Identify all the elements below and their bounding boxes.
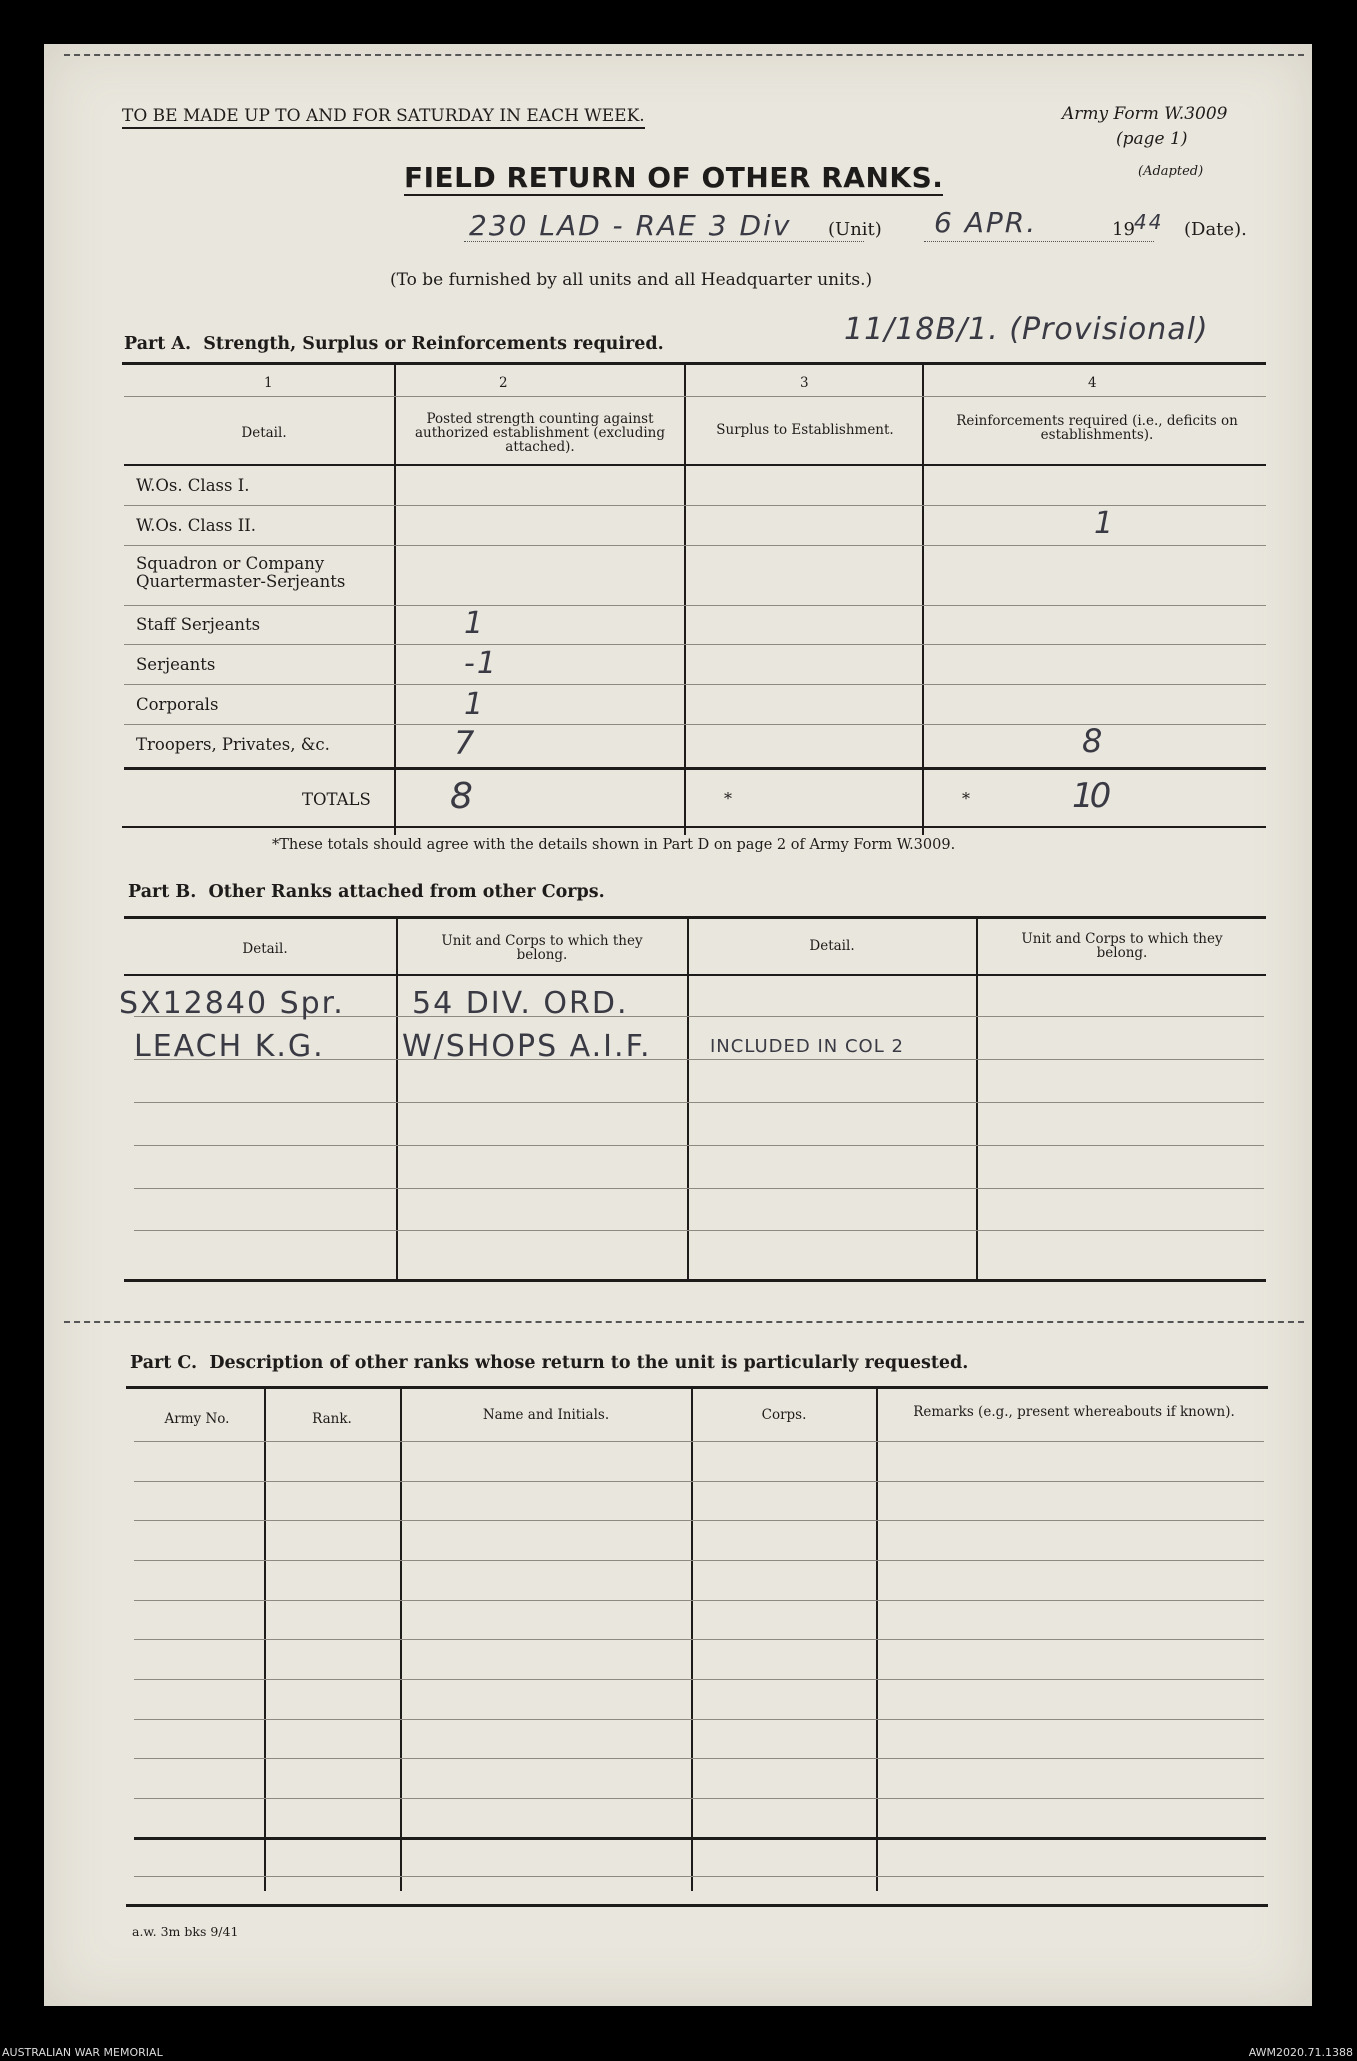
part-c-header-name: Name and Initials.	[482, 1407, 610, 1423]
part-c-bottom-rule	[126, 1904, 1268, 1907]
reinforcements-value: 1	[1094, 506, 1116, 541]
footer-institution: AUSTRALIAN WAR MEMORIAL	[2, 2046, 163, 2059]
furnish-note: (To be furnished by all units and all Headquarter units.)	[390, 270, 873, 290]
part-b-header-detail-2: Detail.	[809, 938, 855, 954]
form-sheet	[44, 44, 1312, 2006]
date-label: (Date).	[1184, 219, 1247, 240]
header-reinforcements: Reinforcements required (i.e., deficits on establishments).	[956, 413, 1238, 443]
date-value: 6 APR.	[934, 206, 1038, 239]
row-detail: Serjeants	[136, 655, 216, 674]
row-detail: W.Os. Class I.	[136, 476, 250, 495]
posted-strength-value: -1	[464, 646, 498, 681]
attached-detail: LEACH K.G.	[134, 1029, 325, 1064]
attached-unit: W/SHOPS A.I.F.	[402, 1029, 652, 1064]
header-surplus: Surplus to Establishment.	[716, 422, 894, 438]
unit-label: (Unit)	[828, 219, 882, 240]
header-posted-strength: Posted strength counting against authorized establishment (excluding attached).	[414, 411, 666, 455]
col-number-1: 1	[264, 375, 273, 391]
totals-rule	[124, 767, 1266, 770]
part-c-header-corps: Corps.	[761, 1407, 807, 1423]
col-number-2: 2	[499, 375, 508, 391]
col-number-3: 3	[800, 375, 809, 391]
totals-posted: 8	[450, 776, 475, 817]
part-b-bottom-rule	[124, 1279, 1266, 1282]
part-c-header-army-no: Army No.	[164, 1411, 230, 1427]
totals-label: TOTALS	[302, 790, 371, 809]
part-a-heading: Part A. Strength, Surplus or Reinforcements required.	[124, 334, 664, 354]
part-b-top-rule	[124, 916, 1266, 919]
included-note: INCLUDED IN COL 2	[710, 1036, 904, 1057]
col-number-4: 4	[1088, 375, 1097, 391]
posted-strength-value: 1	[464, 606, 486, 641]
reinforcements-value: 8	[1082, 722, 1105, 760]
handwritten-reference: 11/18B/1. (Provisional)	[844, 312, 1209, 347]
unit-line	[464, 241, 864, 242]
adapted-label: (Adapted)	[1138, 164, 1204, 179]
part-b-heading: Part B. Other Ranks attached from other Corps.	[128, 882, 605, 902]
posted-strength-value: 7	[454, 724, 477, 762]
part-c-heading: Part C. Description of other ranks whose return to the unit is particularly requested.	[130, 1353, 969, 1373]
row-detail: Troopers, Privates, &c.	[136, 735, 330, 754]
page-number: (page 1)	[1116, 129, 1188, 149]
year-suffix: 44	[1134, 210, 1164, 234]
instruction-text: TO BE MADE UP TO AND FOR SATURDAY IN EACH WEEK.	[122, 106, 645, 129]
row-detail: W.Os. Class II.	[136, 516, 257, 535]
form-name: Army Form W.3009	[1062, 104, 1228, 124]
part-a-bottom-rule	[122, 826, 1266, 828]
form-title: FIELD RETURN OF OTHER RANKS.	[404, 161, 944, 194]
totals-surplus-mark: *	[724, 789, 732, 808]
footer-accession-number: AWM2020.71.1388	[1248, 2046, 1353, 2059]
posted-strength-value: 1	[464, 687, 486, 722]
row-detail: Squadron or Company Quartermaster-Serjeants	[136, 554, 346, 591]
year-prefix: 19	[1112, 219, 1135, 240]
part-c-header-rank: Rank.	[312, 1411, 352, 1427]
header-detail: Detail.	[241, 425, 287, 441]
part-c-header-remarks: Remarks (e.g., present whereabouts if known).	[913, 1404, 1235, 1420]
unit-value: 230 LAD - RAE 3 Div	[469, 209, 792, 242]
row-detail: Corporals	[136, 695, 219, 714]
totals-reinforcements-mark: *	[962, 789, 970, 808]
totals-reinforcements: 10	[1072, 776, 1108, 816]
print-code: a.w. 3m bks 9/41	[132, 1924, 239, 1939]
part-b-header-unit-2: Unit and Corps to which they belong.	[1021, 931, 1223, 961]
date-line	[924, 241, 1154, 242]
attached-unit: 54 DIV. ORD.	[412, 986, 629, 1021]
attached-detail: SX12840 Spr.	[119, 986, 345, 1021]
part-b-header-detail-1: Detail.	[242, 941, 288, 957]
part-c-top-rule	[126, 1386, 1268, 1389]
part-a-footnote: *These totals should agree with the details shown in Part D on page 2 of Army Form W.3009.	[272, 837, 956, 853]
perforation-top	[64, 54, 1304, 56]
part-b-header-unit-1: Unit and Corps to which they belong.	[441, 933, 643, 963]
perforation-middle	[64, 1321, 1304, 1323]
row-detail: Staff Serjeants	[136, 615, 261, 634]
part-a-top-rule	[122, 362, 1266, 365]
